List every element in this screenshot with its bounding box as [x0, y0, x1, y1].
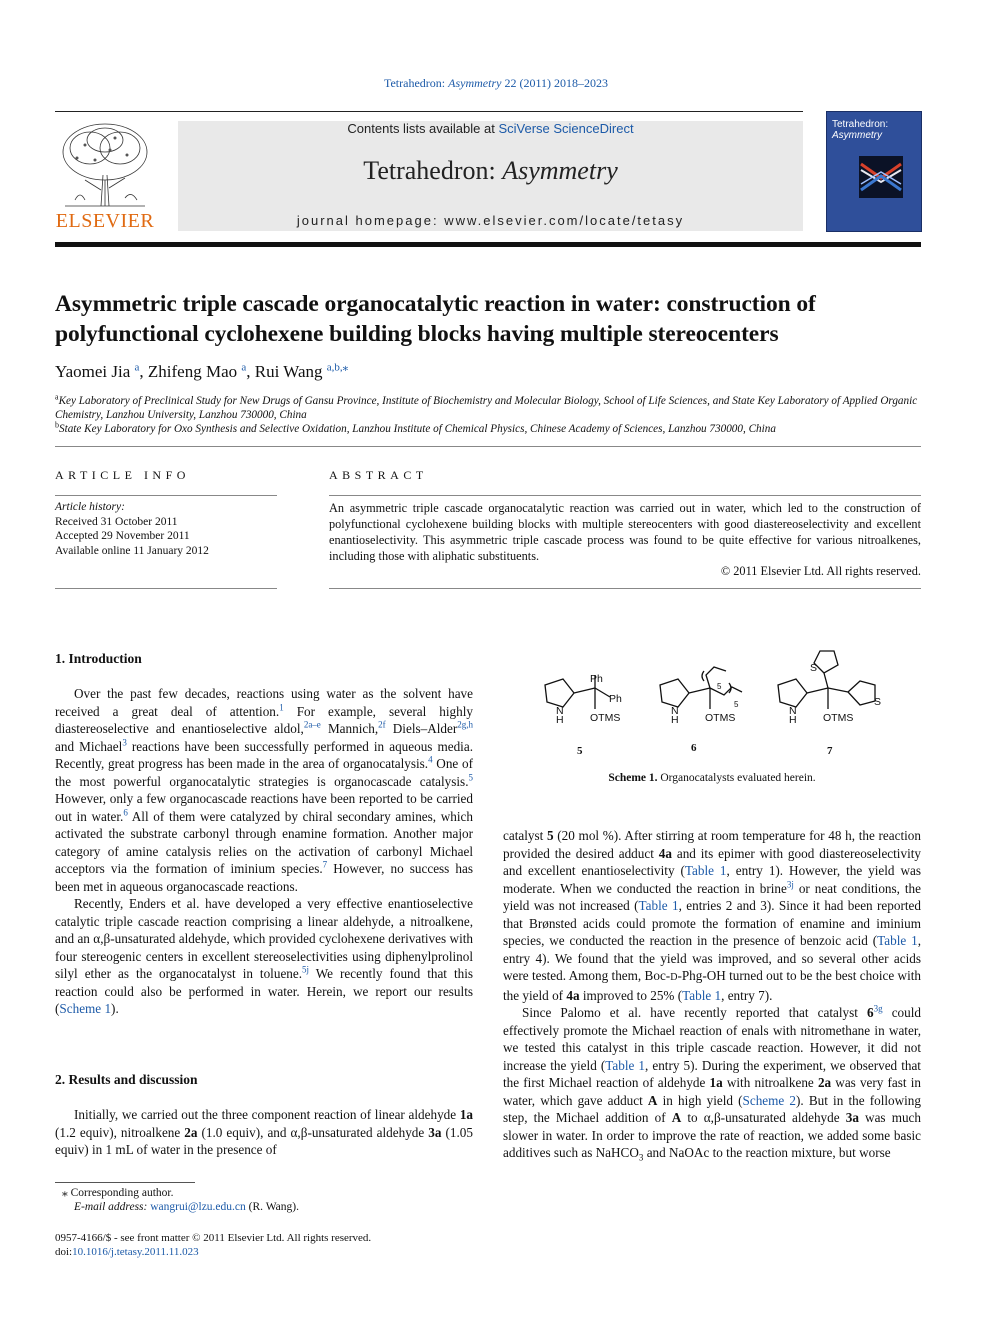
structure-label: 5 [734, 700, 739, 709]
header-thick-rule [55, 242, 921, 247]
contents-line: Contents lists available at SciVerse ScienceDirect [347, 121, 634, 136]
author-name[interactable]: Yaomei Jia [55, 362, 131, 381]
doi-link[interactable]: 10.1016/j.tetasy.2011.11.023 [72, 1246, 199, 1258]
divider [55, 588, 277, 589]
email-line: E-mail address: wangrui@lzu.edu.cn (R. Wang). [74, 1201, 299, 1213]
author-name[interactable]: Rui Wang [254, 362, 323, 381]
elsevier-wordmark: ELSEVIER [55, 210, 155, 232]
journal-title: Tetrahedron: Asymmetry [363, 156, 618, 185]
author-list: Yaomei Jia $^a$, Zhifeng Mao $^a$, Rui Wang $^{a,b,⁎}$ [55, 361, 349, 381]
section-heading: 2. Results and discussion [55, 1072, 198, 1087]
affiliation-a: $^a$Key Laboratory of Preclinical Study for New Drugs of Gansu Province, Institute of Biochemistry and Molecular Biology, School of Life Sciences, and State Key Laboratory of Applied Organic Chemistry, Lanzhou University, Lanzhou 730000, China [55, 392, 918, 421]
copyright: © 2011 Elsevier Ltd. All rights reserved. [720, 564, 921, 578]
divider [329, 495, 921, 496]
compound-label: 7 [827, 745, 833, 757]
structure-label: S [874, 696, 882, 708]
structure-label: OTMS [823, 712, 854, 724]
issn-line: 0957-4166/$ - see front matter © 2011 Elsevier Ltd. All rights reserved. [55, 1232, 372, 1244]
journal-citation[interactable]: Tetrahedron: Asymmetry 22 (2011) 2018–2023 [383, 76, 608, 90]
catalyst-6-structure [660, 667, 742, 709]
structure-label: S [810, 662, 818, 674]
intro-text: Over the past few decades, reactions using water as the solvent have received a great deal of attention.$^1$ For example, several highly diastereoselective and enantioselective aldol,$^{2a-e}$ Mannich,$^{2f}$ Diels–Alder$^{2g,h}$ and Michael$^3$ reactions have been successfully performed in aqueous media. Recently, great progress has been made in the area of organocatalysis.$^4$ One of the most powerful organocatalytic strategies is organocascade catalysis.$^5$ However, only a few organocascade reactions have been reported to be carried out in water.$^6$ All of them were catalyzed by chiral secondary amines, which activated the substrate carbonyl through enamine formation. Another major category of amine catalysis relies on the activation of carbonyl Michael acceptors via the formation of iminium species.$^7$ However, no success has been met in aqueous organocascade reactions. Recently, Enders et al. have developed a very effective enantioselective catalytic triple cascade reaction comprising a linear aldehyde, a nitroalkene, and an α,β-unsaturated aldehyde, which provided cyclohexene derivatives with four stereogenic centers in excellent stereoselectivities using diphenylprolinol silyl ether as the organocatalyst in toluene.$^{5j}$ We recently found that this reaction could also be performed in water. Herein, we report our results (Scheme 1). [55, 686, 473, 1016]
divider [55, 446, 921, 447]
email-link[interactable]: wangrui@lzu.edu.cn [150, 1201, 246, 1213]
structure-label: 5 [717, 682, 722, 691]
doi-line: doi:10.1016/j.tetasy.2011.11.023 [55, 1246, 199, 1258]
divider [55, 495, 277, 496]
article-history: Article history: Received 31 October 2011 Accepted 29 November 2011 Available online 11 January 2012 [55, 501, 209, 557]
structure-label: H [556, 714, 564, 726]
structure-label: OTMS [705, 712, 736, 724]
structure-label: N [556, 705, 564, 717]
footnote-rule [55, 1182, 195, 1183]
homepage-link[interactable]: www.elsevier.com/locate/tetasy [444, 213, 685, 228]
scheme-caption: Scheme 1. Organocatalysts evaluated herein. [608, 772, 816, 784]
structure-label: H [671, 714, 679, 726]
section-heading: 1. Introduction [55, 651, 142, 666]
abstract-text: An asymmetric triple cascade organocatalytic reaction was carried out in water, which led to the construction of polyfunctional cyclohexene building blocks with multiple stereocenters with good diastereoselectivity and excellent enantioselectivity. This asymmetric triple cascade process was found to be quite effective for various nitroalkenes, including those with aliphatic substituents. [329, 501, 921, 563]
structure-label: N [789, 705, 797, 717]
article-title: Asymmetric triple cascade organocatalytic reaction in water: construction of polyfunctional cyclohexene building blocks having multiple stereocenters [55, 291, 816, 347]
article-info-heading: ARTICLE INFO [55, 468, 190, 482]
structure-label: Ph [590, 673, 603, 685]
compound-label: 6 [691, 742, 697, 754]
sciencedirect-link[interactable]: SciVerse ScienceDirect [498, 121, 634, 136]
catalyst-7-structure [778, 651, 875, 709]
affiliation-b: $^b$State Key Laboratory for Oxo Synthesis and Selective Oxidation, Lanzhou Institute of Chemical Physics, Chinese Academy of Sciences, Lanzhou 730000, China [55, 420, 776, 435]
results-text-left: Initially, we carried out the three component reaction of linear aldehyde 1a (1.2 equiv), nitroalkene 2a (1.0 equiv), and α,β-unsaturated aldehyde 3a (1.05 equiv) in 1 mL of water in the presence of [55, 1107, 473, 1157]
results-text-right: catalyst 5 (20 mol %). After stirring at room temperature for 48 h, the reaction provided the desired adduct 4a and its epimer with good diastereoselectivity and excellent enantioselectivity (Table 1, entry 1). However, the yield was moderate. When we conducted the reaction in brine$^{3j}$ or neat conditions, the yield was not increased (Table 1, entries 2 and 3). Since it had been reported that Brønsted acids could promote the formation of enamine and iminium species, we conducted the reaction in the presence of benzoic acid (Table 1, entry 4). We found that the yield was improved, and so several other acids were tested. Among them, Boc-D-Phg-OH turned out to be the best choice with the yield of 4a improved to 25% (Table 1, entry 7). Since Palomo et al. have recently reported that catalyst $6^{3g}$ could effectively promote the Michael reaction of enals with nitromethane in water, we tested this catalyst in this triple cascade reaction. However, it did not increase the yield (Table 1, entry 5). During the experiment, we observed that the first Michael reaction of aldehyde 1a with nitroalkene 2a was very fast in water, which gave adduct A in high yield (Scheme 2). But in the following step, the Michael addition of A to α,β-unsaturated aldehyde 3a was much slower in water. In order to improve the rate of reaction, we added some basic additives such as NaHCO$_3$ and NaOAc to the reaction mixture, but worse [503, 828, 922, 1163]
header-rule [55, 111, 803, 112]
structure-label: N [671, 705, 679, 717]
divider [329, 588, 921, 589]
compound-label: 5 [577, 745, 583, 757]
cover-artwork-icon [859, 156, 903, 198]
corresponding-author: ⁎ Corresponding author. [62, 1187, 174, 1199]
journal-homepage: journal homepage: www.elsevier.com/locate/tetasy [296, 213, 685, 228]
structure-label: H [789, 714, 797, 726]
structure-label: OTMS [590, 712, 621, 724]
cover-title: Tetrahedron: Asymmetry [832, 119, 889, 141]
structure-label: Ph [609, 693, 622, 705]
abstract-heading: ABSTRACT [329, 468, 428, 482]
scheme-1-structures [530, 645, 900, 760]
author-name[interactable]: Zhifeng Mao [147, 362, 238, 381]
